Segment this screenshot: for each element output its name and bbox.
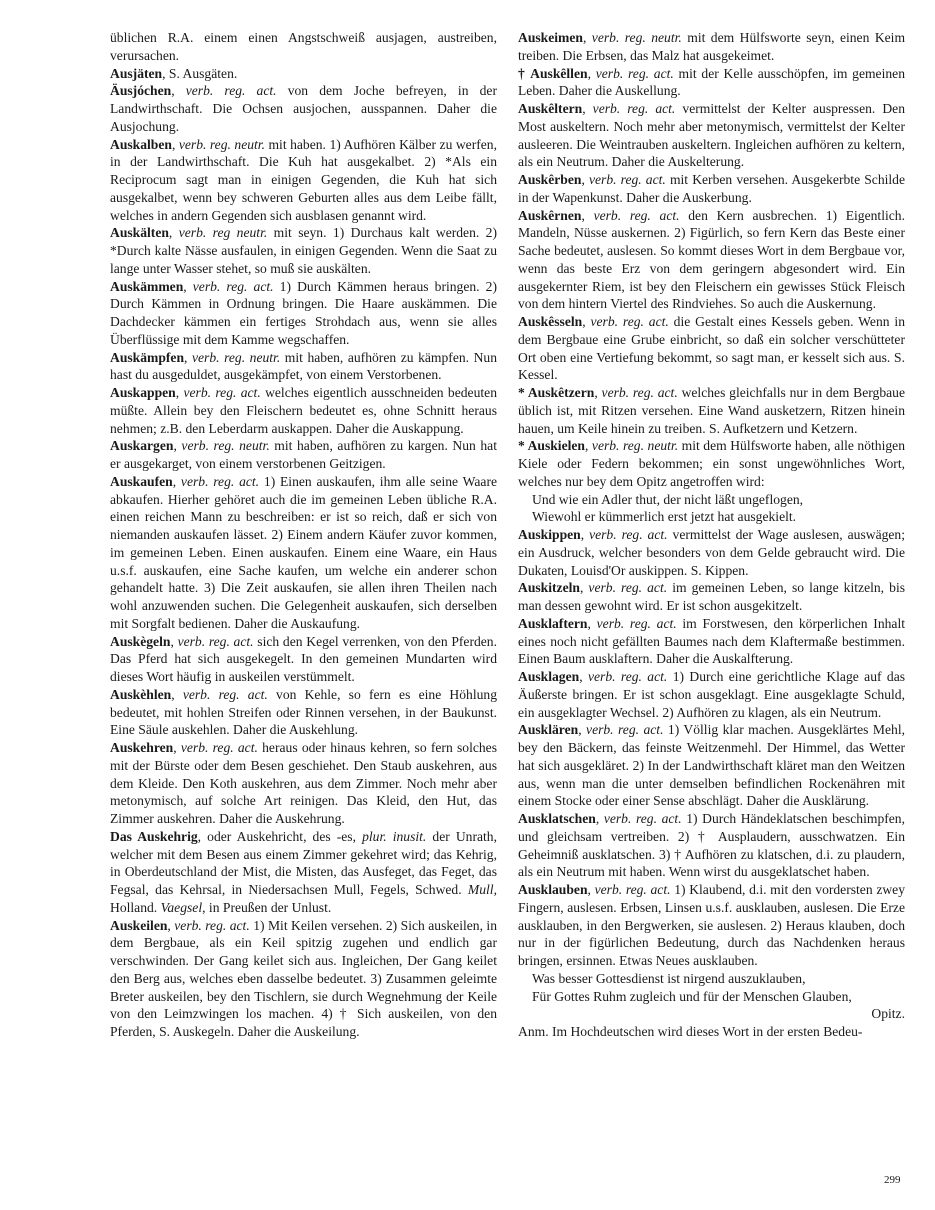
grammar-label: verb. reg. neutr. [591, 30, 682, 45]
grammar-label: verb. reg. act. [174, 917, 250, 933]
grammar-label: verb. reg. neutr. [178, 136, 265, 152]
dictionary-entry: Ausklatschen, verb. reg. act. 1) Durch Händeklatschen beschimpfen, und gleichsam vertreiben. 2) † Ausplaudern, ausschwatzen. Ein Geheimniß ausklatschen. 3) † Aufhören zu klatschen, d.i. zu plaudern, als ein Neutrum mit haben. Wenn wirst du ausgeklatschet haben. [518, 811, 905, 880]
grammar-label: verb. reg. act. [592, 101, 676, 116]
headword: Auskitzeln [518, 580, 580, 596]
entry-text: vermittelst der Kelter auspressen. Den Most auskeltern. Noch mehr aber metonymisch, vermittelst der Kelter ausleeren. Die Weintrauben auskeltern. Ingleichen aufhören zu keltern, als ein Neutrum. Daher die Auskelterung. [518, 101, 906, 170]
entry-text: 1) Klaubend, d.i. mit den vordersten zwey Fingern, auslesen. Erbsen, Linsen u.s.f. ausklauben, auslesen. Die Erze ausklauben, in den Bergwerken, sie auslesen. 2) Heraus klauben, doch nur in der figürlichen Bedeutung, durch das Nachdenken heraus bringen, ersinnen. Etwas Neues ausklauben. [518, 882, 905, 968]
right-column [518, 29, 905, 1041]
dictionary-entry: Auskappen, verb. reg. act. welches eigentlich ausschneiden bedeuten müßte. Allein bey den Fleischern bedeutet es, ohne Schnitt heraus nehmen; z.B. den Leberdarm auskappen. Daher die Auskappung. [110, 385, 497, 436]
grammar-label: verb. reg. act. [180, 740, 258, 755]
grammar-label: verb. reg. act. [177, 633, 254, 649]
dictionary-entry: Äusjóchen, verb. reg. act. von dem Joche befreyen, in der Landwirthschaft. Die Ochsen ausjochen, ausspannen. Daher die Ausjochung. [110, 83, 497, 134]
grammar-label: verb. reg. act. [192, 278, 274, 294]
entry-text: mit der Kelle ausschöpfen, im gemeinen Leben. Daher die Auskellung. [518, 65, 905, 99]
closing-note: Anm. Im Hochdeutschen wird dieses Wort in der ersten Bedeu- [518, 1024, 863, 1039]
dictionary-entry: Auskitzeln, verb. reg. act. im gemeinen Leben, so lange kitzeln, bis man dessen gewohnt wird. Er ist schon ausgekitzelt. [518, 580, 906, 613]
entry-text: den Kern ausbrechen. 1) Eigentlich. Mandeln, Nüsse auskernen. 2) Figürlich, so fern Kern das Beste einer Sache bedeutet, auslesen. So kommt dieses Wort in dem Bergbaue vor, wenn das beste Erz von dem geringern abgesondert wird. Ein ausgekernter Riem, ist bey den Fleischern ein gewisses Stück Fleisch von dem hintern Viertel des Rindviehes. So auch die Auskernung. [518, 207, 905, 312]
verse-line: Für Gottes Ruhm zugleich und für der Menschen Glauben, [532, 988, 852, 1004]
entry-text: die Gestalt eines Kessels geben. Wenn in dem Bergbaue eine Grube einbricht, so daß ein solcher verschütteter Ort oben eine Vertiefung bekommt, so sagt man, er kesselt sich aus. S. Kessel. [518, 314, 905, 383]
left-column [110, 29, 497, 1041]
dictionary-entry: † Auskêllen, verb. reg. act. mit der Kelle ausschöpfen, im gemeinen Leben. Daher die Auskellung. [518, 65, 905, 99]
grammar-label: verb. reg. act. [603, 811, 682, 826]
entry-text: im Forstwesen, den körperlichen Inhalt eines noch nicht gefällten Baumes nach dem Klaftermaße bestimmen. Einen Baum ausklaftern. Daher die Auskalfterung. [518, 615, 906, 667]
headword: Ausklagen [518, 669, 580, 684]
dictionary-entry: Ausklagen, verb. reg. act. 1) Durch eine gerichtliche Klage auf das Äußerste bringen. Er ist schon ausgeklagt. Eine ausgeklagte Schuld, ein ausgeklagter Wechsel. 2) Aufhören zu klagen, als ein Neutrum. [518, 669, 906, 720]
headword: Ausklären [518, 722, 579, 738]
verse-line: Wiewohl er kümmerlich erst jetzt hat ausgekielt. [532, 509, 797, 525]
grammar-label: verb. reg. act. [593, 207, 680, 223]
entry-text: von Kehle, so fern es eine Höhlung bedeutet, mit hohlen Streifen oder Rinnen versehen, in der Baukunst. Eine Säule auskehlen. Daher die Auskehlung. [110, 686, 498, 738]
headword: Auskaufen [110, 473, 173, 489]
headword: Äusjóchen [110, 83, 172, 99]
verse-line: Was besser Gottesdienst ist nirgend auszuklauben, [532, 970, 806, 986]
grammar-label: verb. reg. act. [182, 686, 268, 702]
entry-text: mit haben, aufhören zu kämpfen. Nun hast du ausgeduldet, ausgekämpfet, von einem Verstorbenen. [110, 349, 498, 383]
grammar-label: verb. reg. act. [595, 65, 674, 81]
entry-text: im gemeinen Leben, so lange kitzeln, bis man dessen gewohnt wird. Er ist schon ausgekitzelt. [518, 580, 906, 613]
headword: Auskalben [110, 136, 172, 152]
dictionary-entry: Auskeilen, verb. reg. act. 1) Mit Keilen versehen. 2) Sich auskeilen, in dem Bergbaue, als ein Keil spitzig zugehen und endlich gar verschwinden. Der Gang keilet sich aus. Ingleichen, Der Gang keilet den Berg aus, welches eben dasselbe bedeutet. 3) Zusammen geleimte Breter auskeilen, bey den Tischlern, sie durch Wegnehmung der Keile von den Leimzwingen los machen. 4) † Sich auskeilen, von den Pferden, S. Auskegeln. Daher die Auskeilung. [110, 917, 497, 1039]
headword: Auskargen [110, 438, 174, 454]
entry-text: 1) Einen auskaufen, ihm alle seine Waare abkaufen. Hierher gehöret auch die im gemeinen Leben übliche R.A. einen reichen Mann zu beschreiben: er ist so reich, daß er sich von niemanden auskaufen lässet. 2) Einem andern Käufer zuvor kommen, im gemeinen Leben. Einen auskaufen. Einem eine Waare, ein Haus u.s.f. auskaufen, eine Sache kaufen, um welche ein anderer schon gehandelt hatte. 3) Die Zeit auskaufen, sie allen ihren Theilen nach wohl anzuwenden suchen. Die Gelegenheit auskaufen, sich derselben mit Sorgfalt bedienen. Daher die Auskaufung. [110, 473, 498, 631]
headword: Ausjäten [110, 65, 163, 81]
headword: Auskippen [518, 527, 581, 542]
dictionary-entry: Auskeimen, verb. reg. neutr. mit dem Hülfsworte seyn, einen Keim treiben. Die Erbsen, das Malz hat ausgekeimet. [518, 30, 906, 63]
entry-text: , S. Ausgäten. [162, 65, 238, 81]
grammar-label: verb. reg. act. [180, 473, 260, 489]
headword: Ausklatschen [518, 811, 596, 826]
headword: Ausklauben [518, 882, 588, 897]
headword: Auskehren [110, 740, 174, 755]
dictionary-entry: Auskämmen, verb. reg. act. 1) Durch Kämmen heraus bringen. 2) Durch Kämmen in Ordnung bringen. Die Haare auskämmen. Die Dachdecker kämmen ein fertiges Strohdach aus, wenn sie alles Überflüssige mit dem Kamme wegschaffen. [110, 278, 498, 347]
headword: Auskälten [110, 225, 169, 241]
dictionary-entry: Auskèhlen, verb. reg. act. von Kehle, so fern es eine Höhlung bedeutet, mit hohlen Streifen oder Rinnen versehen, in der Baukunst. Eine Säule auskehlen. Daher die Auskehlung. [110, 686, 498, 738]
dictionary-entry: Ausklären, verb. reg. act. 1) Völlig klar machen. Ausgeklärtes Mehl, bey den Bäckern, das feinste Weitzenmehl. Der Himmel, das Wetter hat sich ausgekläret. 2) In der Landwirthschaft kläret man den Weitzen aus, wenn man die unter demselben befindlichen Rockenähren mit einem Stocke oder einer Sense abschlägt. Daher die Ausklärung. [518, 722, 905, 809]
dictionary-entry: Auskehren, verb. reg. act. heraus oder hinaus kehren, so fern solches mit der Bürste oder dem Besen geschiehet. Den Staub auskehren, aus dem Kleide. Den Koth auskehren, aus dem Zimmer. Noch mehr aber metonymisch, auf solche Art reinigen. Das Kleid, den Hut, das Zimmer auskehren. Daher die Auskehrung. [110, 740, 498, 826]
entry-text: mit Kerben versehen. Ausgekerbte Schilde in der Wapenkunst. Daher die Auskerbung. [518, 172, 905, 205]
entry-text: 1) Durch eine gerichtliche Klage auf das Äußerste bringen. Er ist schon ausgeklagt. Eine ausgeklagte Schuld, ein ausgeklagter Wechsel. 2) Aufhören zu klagen, als ein Neutrum. [518, 669, 906, 720]
entry-text: vermittelst der Wage auslesen, auswägen; ein Ausdruck, welcher besonders von dem Gelde gebraucht wird. Die Dukaten, Louisd'Or auskippen. S. Kippen. [518, 527, 906, 578]
dictionary-entry: Auskalben, verb. reg. neutr. mit haben. 1) Aufhören Kälber zu werfen, in der Landwirthschaft. Die Kuh hat ausgekalbet. 2) *Als ein Reciprocum sagt man in einigen Gegenden, die Kuh hat sich ausgekalbet, wenn bey schweren Geburten alles aus dem Leibe fällt, welches in andern Gegenden sich ausblasen genannt wird. [110, 136, 497, 223]
dictionary-entry: Auskälten, verb. reg neutr. mit seyn. 1) Durchaus kalt werden. 2) *Durch kalte Nässe ausfaulen, in einigen Gegenden. Wenn die Saat zu lange unter Wasser stehet, so muß sie auskälten. [110, 225, 497, 276]
headword: Auskêrnen [518, 207, 582, 223]
headword: Auskêltern [518, 101, 583, 116]
entry-text: mit haben. 1) Aufhören Kälber zu werfen, in der Landwirthschaft. Die Kuh hat ausgekalbet. 2) *Als ein Reciprocum sagt man in einigen Gegenden, die Kuh hat sich ausgekalbet, wenn bey schweren Geburten alles aus dem Leibe fällt, welches in andern Gegenden sich ausblasen genannt wird. [110, 136, 497, 223]
entry-text: heraus oder hinaus kehren, so fern solches mit der Bürste oder dem Besen geschiehet. Den Staub auskehren, aus dem Kleide. Den Koth auskehren, aus dem Zimmer. Noch mehr aber metonymisch, auf solche Art reinigen. Das Kleid, den Hut, das Zimmer auskehren. Daher die Auskehrung. [110, 740, 498, 826]
dictionary-entry: Ausklauben, verb. reg. act. 1) Klaubend, d.i. mit den vordersten zwey Fingern, auslesen. Erbsen, Linsen u.s.f. ausklauben, auslesen. Die Erze ausklauben, in den Bergwerken, sie auslesen. 2) Heraus klauben, doch nur in der figürlichen Bedeutung, durch das Nachdenken heraus bringen, ersinnen. Etwas Neues ausklauben. [518, 882, 905, 968]
grammar-label: verb. reg. act. [588, 172, 666, 187]
dictionary-entry: Auskämpfen, verb. reg. neutr. mit haben, aufhören zu kämpfen. Nun hast du ausgeduldet, ausgekämpfet, von einem Verstorbenen. [110, 349, 498, 383]
dictionary-entry: Auskêrben, verb. reg. act. mit Kerben versehen. Ausgekerbte Schilde in der Wapenkunst. Daher die Auskerbung. [518, 172, 905, 205]
dictionary-entry: Auskaufen, verb. reg. act. 1) Einen auskaufen, ihm alle seine Waare abkaufen. Hierher gehöret auch die im gemeinen Leben übliche R.A. einen reichen Mann zu beschreiben: er ist so reich, daß er sich von niemanden auskaufen lässet. 2) Einem andern Käufer zuvor kommen, im gemeinen Leben. Einen auskaufen. Einem eine Waare, ein Haus u.s.f. auskaufen, eine Sache kaufen, um welche ein anderer schon gehandelt hatte. 3) Die Zeit auskaufen, sie allen ihren Theilen nach wohl anzuwenden suchen. Die Gelegenheit auskaufen, sich derselben mit Sorgfalt bedienen. Daher die Auskaufung. [110, 473, 498, 631]
headword: Auskêrben [518, 172, 582, 187]
grammar-label: verb. reg. act. [588, 580, 668, 596]
verse-line: Und wie ein Adler thut, der nicht läßt ungeflogen, [532, 491, 804, 507]
entry-text: mit haben, aufhören zu kargen. Nun hat er ausgekarget, von einem verstorbenen Geitzigen. [110, 438, 497, 471]
grammar-label: verb. reg. act. [183, 385, 261, 400]
dictionary-entry [110, 828, 497, 917]
entry-text: welches gleichfalls nur in dem Bergbaue üblich ist, mit Ritzen versehen. Eine Wand ausketzern, Ritzen hinein hauen, um Keile hinein zu treiben. S. Aufketzern und Ketzern. [518, 385, 905, 436]
dictionary-entry: Auskippen, verb. reg. act. vermittelst der Wage auslesen, auswägen; ein Ausdruck, welcher besonders von dem Gelde gebraucht wird. Die Dukaten, Louisd'Or auskippen. S. Kippen. [518, 527, 906, 578]
headword: Auskègeln [110, 633, 171, 649]
entry-text: 1) Durch Händeklatschen beschimpfen, und gleichsam vertreiben. 2) † Ausplaudern, ausschwatzen. Ein Geheimniß ausklatschen. 3) † Aufhören zu klatschen, d.i. zu plaudern, als ein Neutrum mit haben. Wenn wirst du ausgeklatschet haben. [518, 811, 905, 880]
grammar-label: verb. reg. act. [594, 882, 671, 897]
headword: Das Auskehrig [110, 828, 198, 844]
headword: Auskêsseln [518, 314, 583, 329]
headword: * Auskielen [518, 438, 585, 454]
headword: * Auskêtzern [518, 385, 595, 400]
grammar-label: verb. reg neutr. [178, 225, 268, 241]
grammar-label: verb. reg. act. [596, 615, 677, 631]
entry-text: mit dem Hülfsworte seyn, einen Keim treiben. Die Erbsen, das Malz hat ausgekeimet. [518, 30, 906, 63]
dictionary-entry: Auskêltern, verb. reg. act. vermittelst der Kelter auspressen. Den Most auskeltern. Noch mehr aber metonymisch, vermittelst der Kelter ausleeren. Die Weintrauben auskeltern. Ingleichen aufhören zu keltern, als ein Neutrum. Daher die Auskelterung. [518, 101, 906, 170]
headword: Auskèhlen [110, 686, 172, 702]
grammar-label: verb. reg. neutr. [591, 438, 679, 454]
entry-text: von dem Joche befreyen, in der Landwirthschaft. Die Ochsen ausjochen, ausspannen. Daher die Ausjochung. [110, 83, 497, 134]
entry-text: mit dem Hülfsworte haben, alle nöthigen Kiele oder Federn bekommen; ein sonst ungewöhnliches Wort, welches nur bey dem Opitz angetroffen wird: [518, 438, 905, 489]
dictionary-entry: Auskargen, verb. reg. neutr. mit haben, aufhören zu kargen. Nun hat er ausgekarget, von einem verstorbenen Geitzigen. [110, 438, 497, 471]
entry-text: 1) Durch Kämmen heraus bringen. 2) Durch Kämmen in Ordnung bringen. Die Haare auskämmen. Die Dachdecker kämmen ein fertiges Strohdach aus, wenn sie alles Überflüssige mit dem Kamme wegschaffen. [110, 278, 498, 347]
entry-text: 1) Völlig klar machen. Ausgeklärtes Mehl, bey den Bäckern, das feinste Weitzenmehl. Der Himmel, das Wetter hat sich ausgekläret. 2) In der Landwirthschaft kläret man den Weitzen aus, wenn man die unter demselben befindlichen Rockenähren mit einem Stocke oder einer Sense abschlägt. Daher die Ausklärung. [518, 722, 905, 809]
headword: Auskappen [110, 385, 176, 400]
grammar-label: verb. reg. act. [590, 314, 669, 329]
dictionary-entry [110, 29, 497, 65]
grammar-label: verb. reg. act. [185, 83, 277, 99]
grammar-label: verb. reg. neutr. [181, 438, 270, 454]
dictionary-entry: * Auskêtzern, verb. reg. act. welches gleichfalls nur in dem Bergbaue üblich ist, mit Ritzen versehen. Eine Wand ausketzern, Ritzen hinein hauen, um Keile hinein zu treiben. S. Aufketzern und Ketzern. [518, 385, 905, 436]
verse-attribution: Opitz. [871, 1006, 905, 1022]
dictionary-entry: Auskêsseln, verb. reg. act. die Gestalt eines Kessels geben. Wenn in dem Bergbaue eine Grube einbricht, so daß ein solcher verschütteter Ort oben eine Vertiefung bekommt, so sagt man, er kesselt sich aus. S. Kessel. [518, 314, 905, 383]
headword: Auskämpfen [110, 349, 185, 365]
page-number: 299 [884, 1174, 901, 1186]
entry-text: , oder Auskehricht, des -es, plur. inusit. der Unrath, welcher mit dem Besen aus einem Zimmer gekehret wird; das Kehrig, in Oberdeutschland der Mist, die Misten, das Ausfeget, das Feget, das Fegsal, das Kehrsal, in Niedersachsen Mull, Fegels, Schwed. Mull, Holland. Vaegsel, in Preußen der Unlust. [110, 828, 497, 915]
entry-text: mit seyn. 1) Durchaus kalt werden. 2) *Durch kalte Nässe ausfaulen, in einigen Gegenden. Wenn die Saat zu lange unter Wasser stehet, so muß sie auskälten. [110, 225, 497, 276]
grammar-label: verb. reg. act. [589, 527, 668, 542]
headword: Auskeimen [518, 30, 583, 45]
headword: † Auskêllen [518, 65, 588, 81]
dictionary-entry: Auskêrnen, verb. reg. act. den Kern ausbrechen. 1) Eigentlich. Mandeln, Nüsse auskernen. 2) Figürlich, so fern Kern das Beste einer Sache bedeutet, auslesen. So kommt dieses Wort in dem Bergbaue vor, wenn das beste Erz von dem geringern abgesondert wird. Ein ausgekernter Riem, ist bey den Fleischern ein gewisses Stück Fleisch von dem hintern Viertel des Rindviehes. So auch die Auskernung. [518, 207, 905, 312]
headword: Ausklaftern [518, 615, 588, 631]
entry-text: üblichen R.A. einem einen Angstschweiß ausjagen, austreiben, verursachen. [110, 30, 497, 63]
dictionary-entry: Ausklaftern, verb. reg. act. im Forstwesen, den körperlichen Inhalt eines noch nicht gefällten Baumes nach dem Klaftermaße bestimmen. Einen Baum ausklaftern. Daher die Auskalfterung. [518, 615, 906, 667]
grammar-label: verb. reg. act. [587, 669, 668, 684]
dictionary-entry [110, 65, 497, 83]
dictionary-entry: * Auskielen, verb. reg. neutr. mit dem Hülfsworte haben, alle nöthigen Kiele oder Federn bekommen; ein sonst ungewöhnliches Wort, welches nur bey dem Opitz angetroffen wird: [518, 438, 905, 489]
headword: Auskeilen [110, 917, 168, 933]
grammar-label: verb. reg. neutr. [191, 349, 281, 365]
headword: Auskämmen [110, 278, 184, 294]
entry-text: 1) Mit Keilen versehen. 2) Sich auskeilen, in dem Bergbaue, als ein Keil spitzig zugehen und endlich gar verschwinden. Der Gang keilet sich aus. Ingleichen, Der Gang keilet den Berg aus, welches eben dasselbe bedeutet. 3) Zusammen geleimte Breter auskeilen, bey den Tischlern, sie durch Wegnehmung der Keile von den Leimzwingen los machen. 4) † Sich auskeilen, von den Pferden, S. Auskegeln. Daher die Auskeilung. [110, 917, 497, 1039]
grammar-label: verb. reg. act. [586, 722, 664, 738]
entry-text: sich den Kegel verrenken, von den Pferden. Das Pferd hat sich ausgekegelt. In den gemeinen Mundarten wird dieses Wort häufig in auskeilen verstümmelt. [110, 633, 498, 684]
grammar-label: verb. reg. act. [601, 385, 678, 400]
dictionary-entry: Auskègeln, verb. reg. act. sich den Kegel verrenken, von den Pferden. Das Pferd hat sich ausgekegelt. In den gemeinen Mundarten wird dieses Wort häufig in auskeilen verstümmelt. [110, 633, 498, 684]
entry-text: welches eigentlich ausschneiden bedeuten müßte. Allein bey den Fleischern bedeutet es, ohne Schnitt heraus nehmen; z.B. den Leberdarm auskappen. Daher die Auskappung. [110, 385, 497, 436]
